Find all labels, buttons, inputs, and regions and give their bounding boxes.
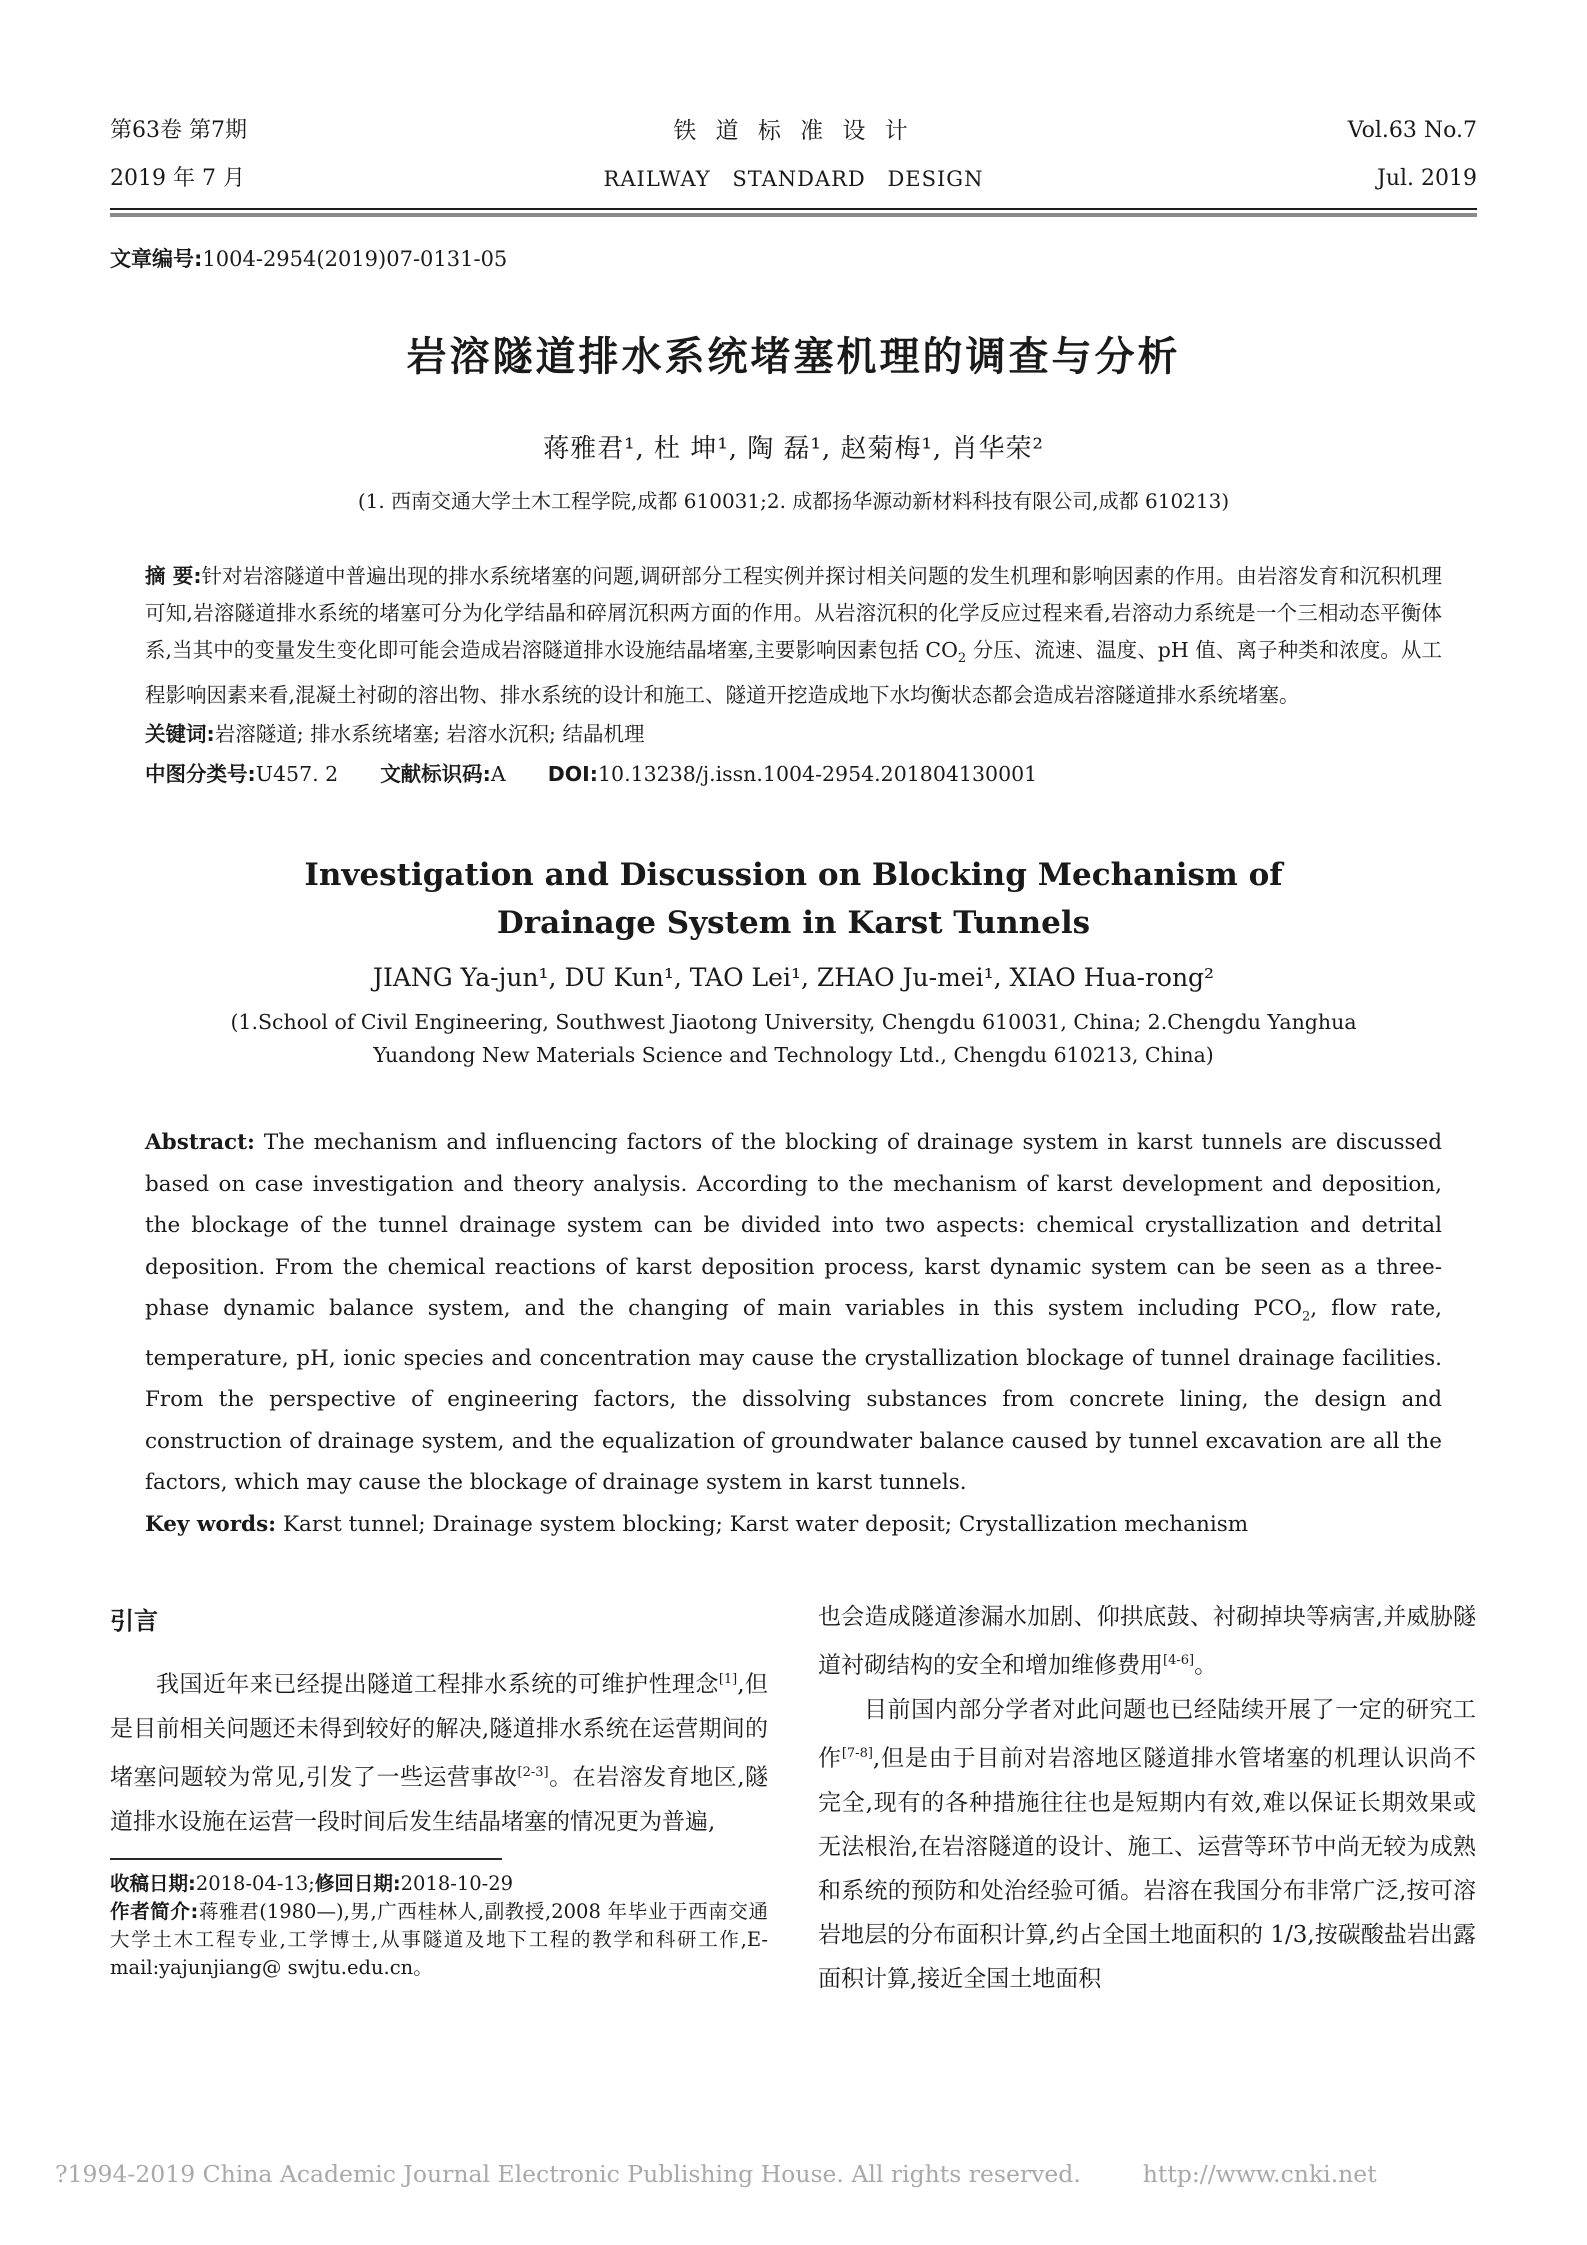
keywords-cn-label: 关键词: <box>145 722 215 747</box>
abstract-cn <box>145 558 1442 714</box>
abstract-en-text-2: , flow rate, temperature, pH, ionic species and concentration may cause the crystallization blockage of tunnel drainage facilities. From the perspective of engineering factors, the dissolving substances from concrete lining, the design and construction of drainage system, and the equalization of groundwater balance caused by tunnel excavation are all the factors, which may cause the blockage of drainage system in karst tunnels. <box>145 1296 1442 1496</box>
footer-url: http://www.cnki.net <box>1142 2160 1377 2188</box>
affiliation-en-line1: (1.School of Civil Engineering, Southwest Jiaotong University, Chengdu 610031, China; 2.Chengdu Yanghua <box>230 1010 1357 1035</box>
body-columns <box>110 1595 1477 2000</box>
body-paragraph-continued <box>818 1595 1476 1688</box>
masthead-left <box>110 118 430 192</box>
abstract-cn-text-1: 针对岩溶隧道中普遍出现的排水系统堵塞的问题,调研部分工程实例并探讨相关问题的发生机理和影响因素的作用。由岩溶发育和沉积机理可知,岩溶隧道排水系统的堵塞可分为化学结晶和碎屑沉积两方面的作用。从岩溶沉积的化学反应过程来看,岩溶动力系统是一个三相动态平衡体系,当其中的变量发生变化即可能会造成岩溶隧道排水设施结晶堵塞,主要影响因素包括 CO <box>145 564 1442 662</box>
author-bio-text: 蒋雅君(1980—),男,广西桂林人,副教授,2008 年毕业于西南交通大学土木工程专业,工学博士,从事隧道及地下工程的教学和科研工作,E-mail:yajunjiang@ swjtu.edu.cn。 <box>110 1899 768 1979</box>
footer-copyright: ?1994-2019 China Academic Journal Electronic Publishing House. All rights reserved. <box>55 2160 1081 2188</box>
masthead-right <box>1157 118 1477 192</box>
intro-text-2: ,但是目前相关问题还未得到较好的解决,隧道排水系统在运营期间的堵塞问题较为常见,引发了一些运营事故 <box>110 1672 769 1791</box>
article-number-label: 文章编号: <box>110 247 203 271</box>
revised-date-label: 修回日期: <box>314 1871 401 1895</box>
classification-line <box>145 755 1442 793</box>
body-text-1: 也会造成隧道渗漏水加剧、仰拱底鼓、衬砌掉块等病害,并威胁隧道衬砌结构的安全和增加维修费用 <box>818 1604 1476 1680</box>
keywords-cn-line <box>145 715 1442 753</box>
paper-title-en <box>110 851 1477 947</box>
received-date-label: 收稿日期: <box>110 1871 196 1895</box>
abstract-cn-text-2: 分压、流速、温度、pH 值、离子种类和浓度。从工程影响因素来看,混凝土衬砌的溶出物、排水系统的设计和施工、隧道开挖造成地下水均衡状态都会造成岩溶隧道排水系统堵塞。 <box>145 638 1442 708</box>
date-en: Jul. 2019 <box>1377 166 1477 191</box>
authors-en: JIANG Ya-jun¹, DU Kun¹, TAO Lei¹, ZHAO Ju-mei¹, XIAO Hua-rong² <box>372 963 1215 993</box>
abstract-en <box>145 1122 1442 1504</box>
authors-cn: 蒋雅君¹, 杜 坤¹, 陶 磊¹, 赵菊梅¹, 肖华荣² <box>543 434 1044 464</box>
ref-citation-1: [1] <box>718 1672 738 1688</box>
footnote-dates <box>110 1870 768 1898</box>
abstract-cn-label: 摘 要: <box>145 564 202 588</box>
intro-heading: 引言 <box>110 1607 158 1636</box>
article-number-value: 1004-2954(2019)07-0131-05 <box>202 247 508 271</box>
pco2-subscript: 2 <box>1302 1309 1311 1325</box>
body-text-2: 。 <box>1194 1653 1218 1680</box>
body-paragraph-2 <box>818 1688 1476 2001</box>
ref-citation-7-8: [7-8] <box>841 1746 873 1762</box>
author-bio <box>110 1898 768 1982</box>
keywords-en-label: Key words: <box>145 1511 277 1537</box>
paper-title-en-line1: Investigation and Discussion on Blocking Mechanism of <box>304 857 1283 894</box>
body-text-4: ,但是由于目前对岩溶地区隧道排水管堵塞的机理认识尚不完全,现有的各种措施往往也是短期内有效,难以保证长期效果或无法根治,在岩溶隧道的设计、施工、运营等环节中尚无较为成熟和系统的预防和处治经验可循。岩溶在我国分布非常广泛,按可溶岩地层的分布面积计算,约占全国土地面积的 1/3,按碳酸盐岩出露面积计算,接近全国土地面积 <box>818 1745 1477 1992</box>
doi-value: 10.13238/j.issn.1004-2954.201804130001 <box>597 762 1038 787</box>
affiliation-en <box>110 1006 1477 1072</box>
article-number-line <box>110 243 1477 273</box>
body-text-3: 目前国内部分学者对此问题也已经陆续开展了一定的研究工作 <box>818 1697 1476 1772</box>
co2-subscript: 2 <box>957 651 967 667</box>
journal-title-cn: 铁 道 标 准 设 计 <box>673 118 914 144</box>
ref-citation-4-6: [4-6] <box>1163 1653 1195 1669</box>
left-column <box>110 1595 768 2000</box>
revised-date: 2018-10-29 <box>400 1871 514 1895</box>
intro-text-1: 我国近年来已经提出隧道工程排水系统的可维护性理念 <box>156 1672 719 1699</box>
received-date: 2018-04-13; <box>195 1871 315 1895</box>
footnote-separator <box>110 1858 502 1860</box>
doi-label: DOI: <box>547 762 598 787</box>
masthead <box>110 0 1477 192</box>
masthead-center <box>430 118 1157 192</box>
paper-title-cn: 岩溶隧道排水系统堵塞机理的调查与分析 <box>406 334 1181 380</box>
volume-issue-en: Vol.63 No.7 <box>1347 118 1477 143</box>
doc-code-label: 文献标识码: <box>380 762 491 787</box>
abstract-en-label: Abstract: <box>145 1130 255 1156</box>
right-column <box>818 1595 1476 2000</box>
journal-title-en: RAILWAY STANDARD DESIGN <box>603 167 984 191</box>
volume-issue-cn: 第63卷 第7期 <box>110 118 247 143</box>
intro-text-3: 。在岩溶发育地区,隧道排水设施在运营一段时间后发生结晶堵塞的情况更为普遍, <box>110 1764 769 1835</box>
date-cn: 2019 年 7 月 <box>110 166 245 191</box>
keywords-en-text: Karst tunnel; Drainage system blocking; Karst water deposit; Crystallization mechanism <box>276 1511 1249 1537</box>
paper-title-en-line2: Drainage System in Karst Tunnels <box>496 905 1091 942</box>
abstract-en-text-1: The mechanism and influencing factors of the blocking of drainage system in karst tunnels are discussed based on case investigation and theory analysis. According to the mechanism of karst development and deposition, the blockage of the tunnel drainage system can be divided into two aspects: chemical crystallization and detrital deposition. From the chemical reactions of karst deposition process, karst dynamic system can be seen as a three-phase dynamic balance system, and the changing of main variables in this system including PCO <box>145 1130 1442 1322</box>
keywords-cn-text: 岩溶隧道; 排水系统堵塞; 岩溶水沉积; 结晶机理 <box>214 722 645 747</box>
doc-code-value: A <box>490 762 506 787</box>
affiliation-cn: (1. 西南交通大学土木工程学院,成都 610031;2. 成都扬华源动新材料科技有限公司,成都 610213) <box>357 489 1230 513</box>
keywords-en-line <box>145 1504 1442 1546</box>
header-rule <box>110 208 1477 217</box>
clc-value: U457. 2 <box>255 762 339 787</box>
ref-citation-2-3: [2-3] <box>517 1765 549 1781</box>
clc-label: 中图分类号: <box>145 762 256 787</box>
footnote-block <box>110 1858 768 1982</box>
affiliation-en-line2: Yuandong New Materials Science and Technology Ltd., Chengdu 610213, China) <box>373 1043 1214 1068</box>
author-bio-label: 作者简介: <box>110 1899 199 1923</box>
page-footer <box>55 2160 1377 2188</box>
intro-paragraph <box>110 1658 768 1843</box>
